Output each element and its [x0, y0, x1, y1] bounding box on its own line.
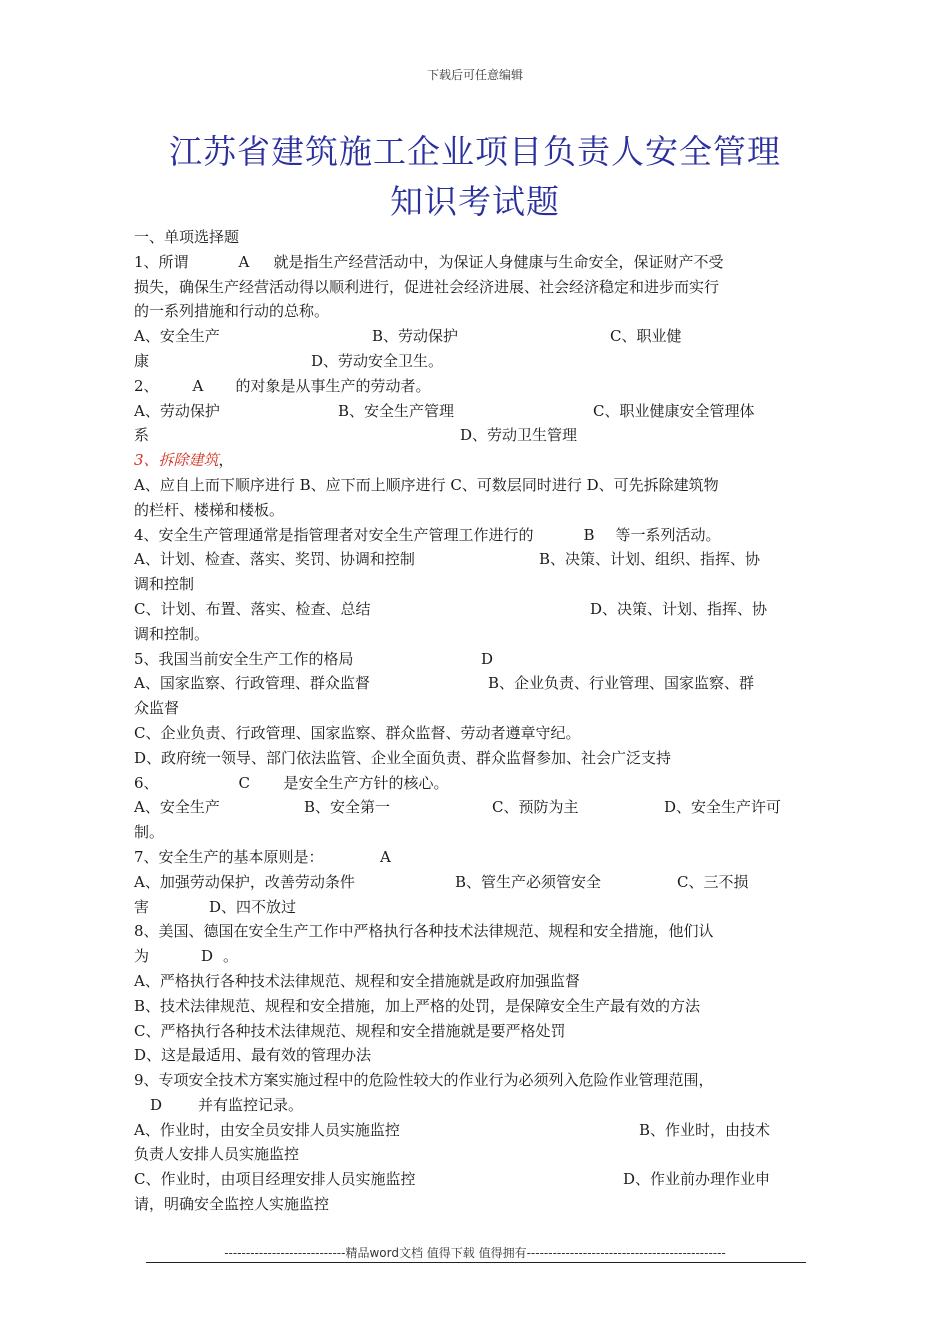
question-3-stem — [134, 448, 796, 473]
q8-stem-c: 。 — [223, 947, 239, 966]
q6-stem-b: 是安全生产方针的核心。 — [283, 773, 449, 792]
question-5-stem — [134, 647, 796, 672]
q9-options-line-1 — [134, 1118, 796, 1143]
document-title-line-2: 知识考试题 — [390, 182, 560, 221]
q8-option-d: D、这是最适用、最有效的管理办法 — [134, 1046, 372, 1065]
q4-stem-b: 等一系列活动。 — [615, 525, 721, 544]
q4-options-line-3 — [134, 597, 796, 622]
q8-answer: D — [201, 947, 214, 966]
q5-option-b: B、企业负责、行业管理、国家监察、群 — [488, 674, 755, 693]
q2-options-line-1 — [134, 399, 796, 424]
q4-option-d-cont: 调和控制。 — [134, 624, 210, 643]
q9-answer: D — [150, 1095, 163, 1114]
q7-option-d: D、四不放过 — [209, 897, 297, 916]
q1-option-b: B、劳动保护 — [372, 327, 459, 346]
q9-options-line-3 — [134, 1167, 796, 1192]
section-heading: 一、单项选择题 — [134, 228, 240, 246]
q1-options-line-2 — [134, 349, 796, 374]
q5-options-line-1 — [134, 671, 796, 696]
question-1-stem — [134, 250, 796, 275]
q6-answer: C — [238, 773, 251, 792]
q2-options-line-2 — [134, 423, 796, 448]
q2-option-a: A、劳动保护 — [134, 401, 220, 420]
q2-answer: A — [192, 376, 204, 395]
q2-option-c: C、职业健康安全管理体 — [593, 401, 755, 420]
q4-option-c: C、计划、布置、落实、检查、总结 — [134, 599, 371, 618]
q7-options-line-2 — [134, 895, 796, 920]
q1-option-a: A、安全生产 — [134, 327, 220, 346]
q4-option-b: B、决策、计划、组织、指挥、协 — [539, 550, 761, 569]
footer-note: ----------------------------精品word文档 值得下载 值得拥有---------------------------------------------- — [224, 1246, 726, 1260]
q3-options-line-1: A、应自上而下顺序进行 B、应下而上顺序进行 C、可数层同时进行 D、可先拆除建筑物 — [134, 475, 719, 494]
q8-option-b: B、技术法律规范、规程和安全措施，加上严格的处罚，是保障安全生产最有效的方法 — [134, 996, 701, 1015]
question-8-stem: 8、美国、德国在安全生产工作中严格执行各种技术法律规范、规程和安全措施，他们认 — [134, 922, 714, 941]
q8-option-a: A、严格执行各种技术法律规范、规程和安全措施就是政府加强监督 — [134, 971, 580, 990]
q4-option-a: A、计划、检查、落实、奖罚、协调和控制 — [134, 550, 415, 569]
footer-rule — [146, 1262, 806, 1263]
q1-answer: A — [238, 252, 250, 271]
q7-stem: 7、安全生产的基本原则是： — [134, 847, 324, 866]
q1-stem-line-3: 的一系列措施和行动的总称。 — [134, 302, 330, 321]
q2-option-d: D、劳动卫生管理 — [460, 426, 578, 445]
exam-content — [134, 225, 796, 1217]
q3-options-line-2: 的栏杆、楼梯和楼板。 — [134, 500, 285, 519]
q8-stem-b: 为 — [134, 947, 150, 966]
q9-stem-line-2 — [134, 1093, 796, 1118]
question-6-stem — [134, 771, 796, 796]
q1-stem-line-2: 损失，确保生产经营活动得以顺利进行，促进社会经济进展、社会经济稳定和进步而实行 — [134, 277, 720, 296]
q6-option-d-cont: 制。 — [134, 823, 165, 842]
q1-option-c-cont: 康 — [134, 351, 150, 370]
q9-option-c: C、作业时，由项目经理安排人员实施监控 — [134, 1170, 416, 1189]
q7-option-b: B、管生产必须管安全 — [455, 872, 602, 891]
q9-option-b-cont: 负责人安排人员实施监控 — [134, 1145, 300, 1164]
document-title-line-1: 江苏省建筑施工企业项目负责人安全管理 — [169, 132, 781, 171]
question-2-stem — [134, 374, 796, 399]
q2-option-c-cont: 系 — [134, 426, 150, 445]
q5-answer: D — [481, 649, 494, 668]
q7-options-line-1 — [134, 870, 796, 895]
q4-option-b-cont: 调和控制 — [134, 575, 195, 594]
q1-option-c: C、职业健 — [610, 327, 682, 346]
q8-stem-line-2 — [134, 944, 796, 969]
q1-stem-a: 1、所谓 — [134, 252, 189, 271]
q1-option-d: D、劳动安全卫生。 — [311, 351, 444, 370]
q2-stem-b: 的对象是从事生产的劳动者。 — [235, 376, 431, 395]
header-note: 下载后可任意编辑 — [426, 68, 523, 82]
q6-stem-a: 6、 — [134, 773, 159, 792]
q7-option-c-cont: 害 — [134, 897, 150, 916]
q1-options-line-1 — [134, 324, 796, 349]
q3-stem: 3、拆除建筑 — [134, 451, 219, 470]
q7-option-a: A、加强劳动保护，改善劳动条件 — [134, 872, 355, 891]
q5-option-c: C、企业负责、行政管理、国家监察、群众监督、劳动者遵章守纪。 — [134, 723, 581, 742]
q5-stem: 5、我国当前安全生产工作的格局 — [134, 649, 354, 668]
q4-options-line-1 — [134, 547, 796, 572]
q9-option-b: B、作业时，由技术 — [639, 1120, 771, 1139]
q4-answer: B — [583, 525, 595, 544]
q5-option-d: D、政府统一领导、部门依法监管、企业全面负责、群众监督参加、社会广泛支持 — [134, 748, 672, 767]
question-9-stem: 9、专项安全技术方案实施过程中的危险性较大的作业行为必须列入危险作业管理范围， — [134, 1071, 714, 1090]
q8-option-c: C、严格执行各种技术法律规范、规程和安全措施就是要严格处罚 — [134, 1021, 566, 1040]
q6-option-a: A、安全生产 — [134, 798, 220, 817]
q6-option-d: D、安全生产许可 — [664, 798, 782, 817]
q6-option-b: B、安全第一 — [304, 798, 391, 817]
q1-stem-b: 就是指生产经营活动中，为保证人身健康与生命安全，保证财产不受 — [273, 252, 724, 271]
q6-option-c: C、预防为主 — [492, 798, 579, 817]
q4-stem-a: 4、安全生产管理通常是指管理者对安全生产管理工作进行的 — [134, 525, 534, 544]
q5-option-b-cont: 众监督 — [134, 699, 180, 718]
q3-stem-comma: ， — [218, 451, 234, 470]
q7-option-c: C、三不损 — [677, 872, 749, 891]
q7-answer: A — [380, 847, 391, 866]
q5-option-a: A、国家监察、行政管理、群众监督 — [134, 674, 370, 693]
q9-stem-b: 并有监控记录。 — [198, 1095, 304, 1114]
q9-option-a: A、作业时，由安全员安排人员实施监控 — [134, 1120, 400, 1139]
question-7-stem — [134, 845, 796, 870]
q4-option-d: D、决策、计划、指挥、协 — [590, 599, 768, 618]
question-4-stem — [134, 523, 796, 548]
q9-option-d-cont: 请，明确安全监控人实施监控 — [134, 1195, 330, 1214]
q9-option-d: D、作业前办理作业申 — [623, 1170, 771, 1189]
q2-stem-a: 2、 — [134, 376, 159, 395]
q2-option-b: B、安全生产管理 — [338, 401, 455, 420]
q6-options-line-1 — [134, 795, 796, 820]
